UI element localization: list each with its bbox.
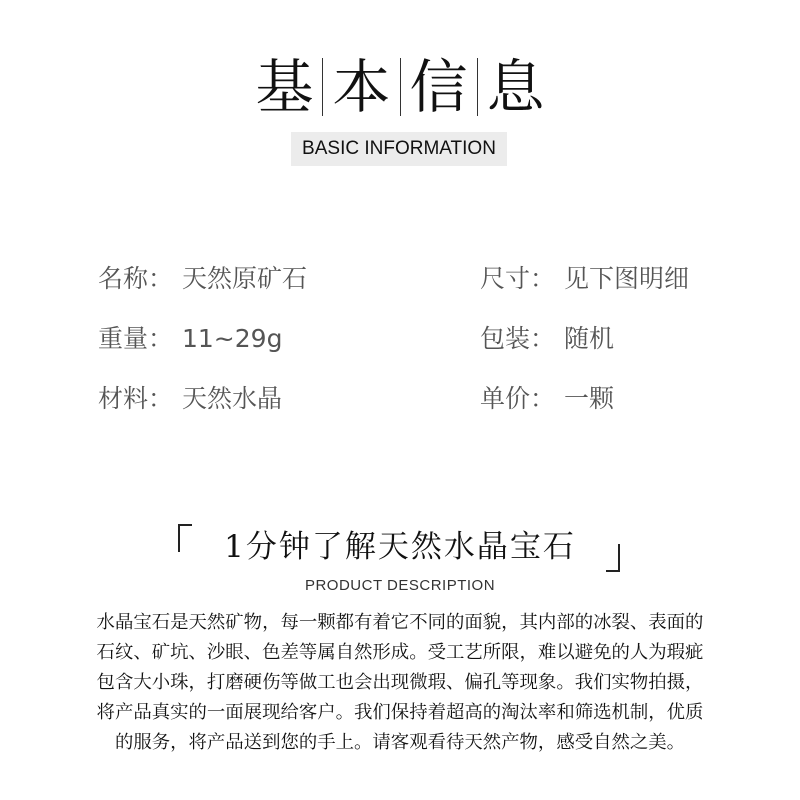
info-weight [98, 324, 282, 354]
info-value: 随机 [564, 324, 615, 353]
page-subtitle: BASIC INFORMATION [302, 138, 496, 159]
info-label: 包装： [480, 324, 556, 353]
description-subtitle: PRODUCT DESCRIPTION [304, 577, 496, 594]
description-line: 水晶宝石是天然矿物，每一颗都有着它不同的面貌，其内部的冰裂、表面的 [96, 612, 704, 633]
info-label: 尺寸： [480, 264, 556, 293]
info-value: 天然原矿石 [182, 264, 308, 293]
title-char: 信 [409, 53, 468, 121]
title-char: 息 [486, 53, 545, 121]
info-packaging [480, 324, 614, 354]
subtitle-badge [291, 132, 507, 166]
info-label: 重量： [98, 324, 174, 353]
description-title [0, 520, 800, 576]
description-line: 的服务，将产品送到您的手上。请客观看待天然产物，感受自然之美。 [114, 732, 686, 753]
description-line: 将产品真实的一面展现给客户。我们保持着超高的淘汰率和筛选机制，优质 [96, 702, 704, 723]
info-label: 单价： [480, 384, 556, 413]
info-value: 一颗 [564, 384, 615, 413]
page-title [0, 52, 800, 122]
info-label: 材料： [98, 384, 174, 413]
description-title-text: 1分钟了解天然水晶宝石 [224, 529, 576, 565]
info-value: 见下图明细 [564, 264, 690, 293]
close-bracket [606, 544, 620, 572]
title-char: 基 [255, 53, 314, 121]
info-label: 名称： [98, 264, 174, 293]
info-size [480, 264, 689, 294]
info-material [98, 384, 282, 414]
description-line: 石纹、矿坑、沙眼、色差等属自然形成。受工艺所限，难以避免的人为瑕疵 [96, 642, 704, 663]
open-bracket [178, 524, 192, 552]
title-char: 本 [332, 53, 391, 121]
info-value: 11~29g [182, 324, 283, 353]
description-line: 包含大小珠，打磨硬伤等做工也会出现微瑕、偏孔等现象。我们实物拍摄， [96, 672, 704, 693]
info-value: 天然水晶 [182, 384, 283, 413]
info-unit-price [480, 384, 614, 414]
info-name [98, 264, 307, 294]
